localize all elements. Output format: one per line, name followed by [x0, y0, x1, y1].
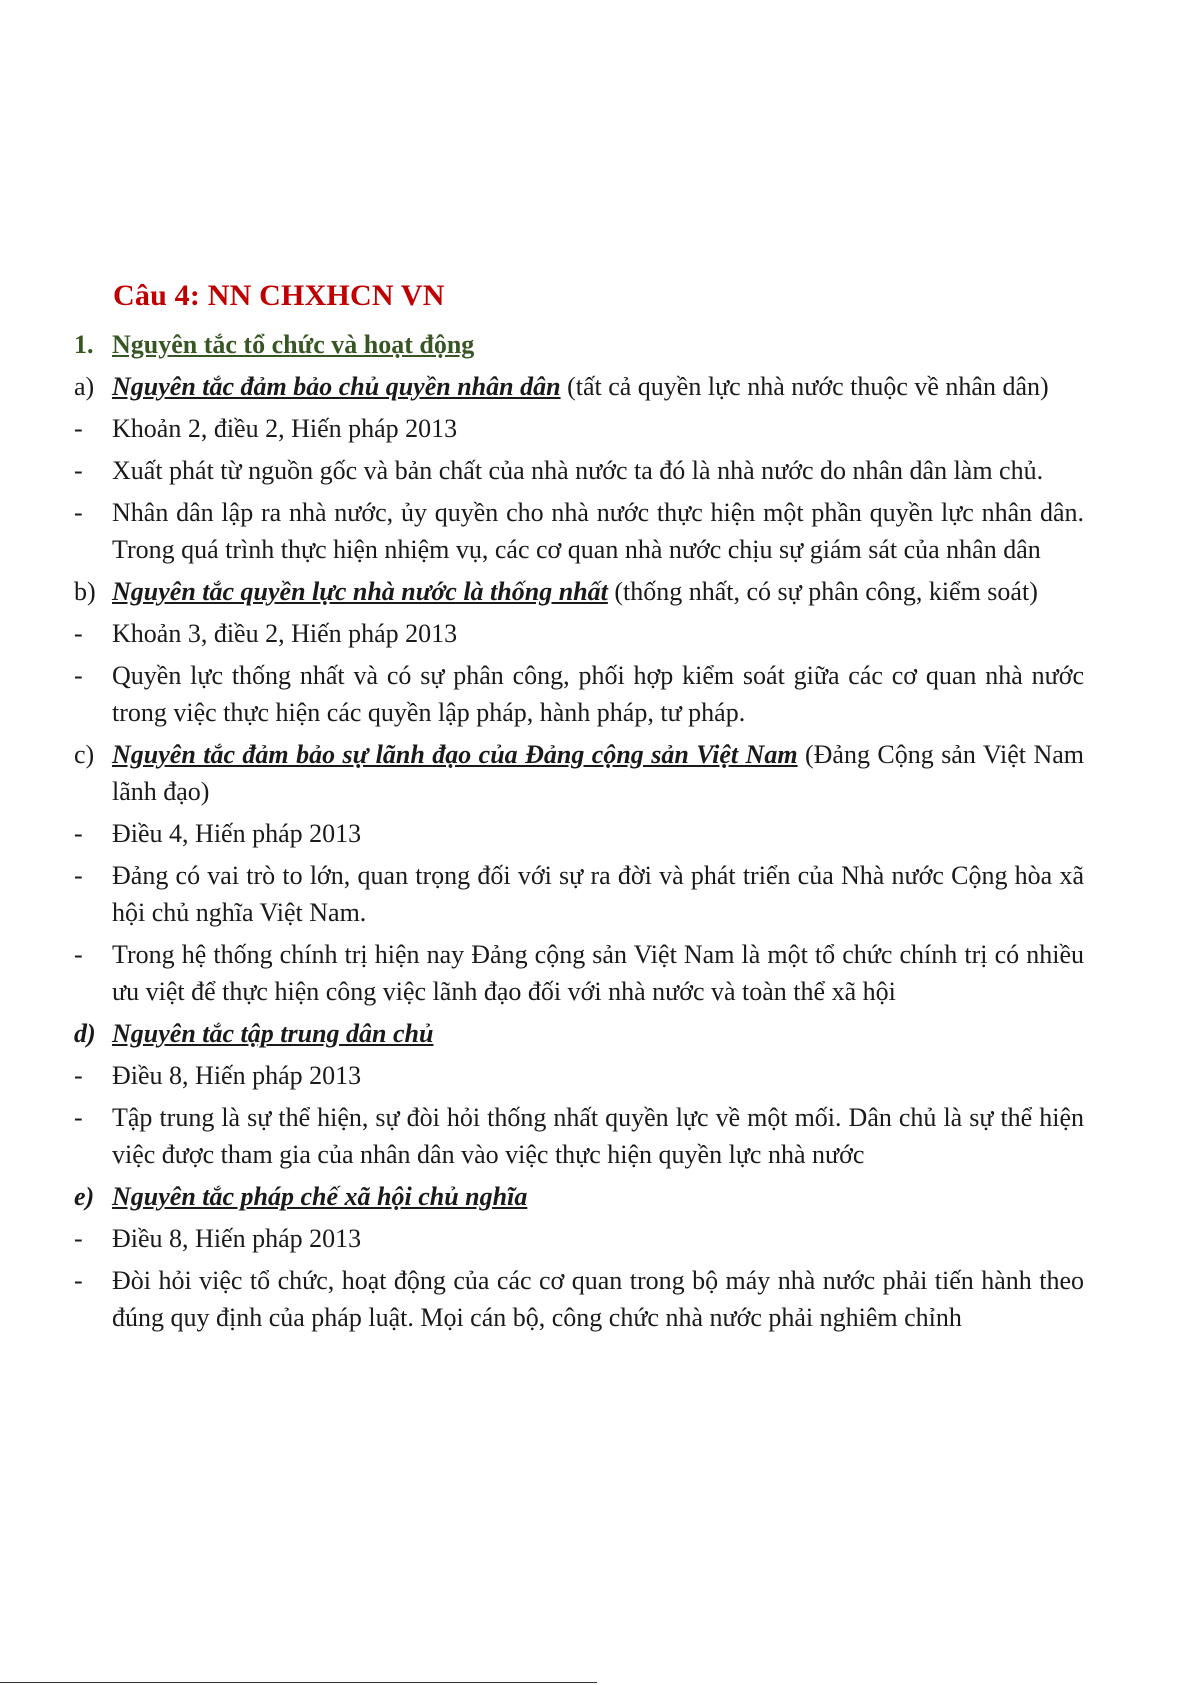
- item-text: Điều 4, Hiến pháp 2013: [112, 819, 362, 848]
- list-marker: c): [74, 740, 95, 769]
- principle-heading: Nguyên tắc pháp chế xã hội chủ nghĩa: [112, 1182, 528, 1211]
- item-text: (Đảng Cộng sản Việt Nam lãnh đạo): [112, 740, 1084, 806]
- item-text: Điều 8, Hiến pháp 2013: [112, 1061, 362, 1090]
- bullet-item: [74, 1220, 1084, 1257]
- footer-divider: [0, 1682, 597, 1683]
- list-marker: -: [74, 498, 83, 527]
- principle-item: [74, 368, 1084, 405]
- section-heading: [74, 330, 474, 360]
- item-text: Xuất phát từ nguồn gốc và bản chất của nhà nước ta đó là nhà nước do nhân dân làm chủ.: [112, 456, 1044, 485]
- bullet-item: [74, 1262, 1084, 1336]
- list-marker: -: [74, 1103, 83, 1132]
- item-text: Trong hệ thống chính trị hiện nay Đảng cộng sản Việt Nam là một tổ chức chính trị có nhiều ưu việt để thực hiện công việc lãnh đạo đối với nhà nước và toàn thể xã hội: [112, 940, 1084, 1006]
- list-marker: a): [74, 372, 95, 401]
- section-number: 1.: [74, 330, 94, 359]
- principle-heading: Nguyên tắc đảm bảo chủ quyền nhân dân: [112, 372, 561, 401]
- list-marker: b): [74, 577, 96, 606]
- list-marker: e): [74, 1182, 95, 1211]
- page-title: Câu 4: NN CHXHCN VN: [113, 279, 445, 312]
- principle-item: [74, 573, 1084, 610]
- principle-item: [74, 1015, 1084, 1052]
- list-marker: -: [74, 414, 83, 443]
- list-marker: -: [74, 619, 83, 648]
- principle-heading: Nguyên tắc quyền lực nhà nước là thống nhất: [112, 577, 608, 606]
- item-text: (thống nhất, có sự phân công, kiểm soát): [607, 577, 1038, 606]
- bullet-item: [74, 657, 1084, 731]
- list-marker: -: [74, 661, 83, 690]
- item-text: Quyền lực thống nhất và có sự phân công, phối hợp kiểm soát giữa các cơ quan nhà nước trong việc thực hiện các quyền lập pháp, hành pháp, tư pháp.: [112, 661, 1084, 727]
- item-text: Đảng có vai trò to lớn, quan trọng đối với sự ra đời và phát triển của Nhà nước Cộng hòa xã hội chủ nghĩa Việt Nam.: [112, 861, 1084, 927]
- bullet-item: [74, 936, 1084, 1010]
- item-text: Tập trung là sự thể hiện, sự đòi hỏi thống nhất quyền lực về một mối. Dân chủ là sự thể hiện việc được tham gia của nhân dân vào việc thực hiện quyền lực nhà nước: [112, 1103, 1084, 1169]
- principle-item: [74, 1178, 1084, 1215]
- bullet-item: [74, 494, 1084, 568]
- list-marker: -: [74, 1224, 83, 1253]
- bullet-item: [74, 857, 1084, 931]
- principle-item: [74, 736, 1084, 810]
- bullet-item: [74, 452, 1084, 489]
- list-marker: d): [74, 1019, 96, 1048]
- bullet-item: [74, 1057, 1084, 1094]
- bullet-item: [74, 815, 1084, 852]
- list-marker: -: [74, 456, 83, 485]
- section-title: Nguyên tắc tổ chức và hoạt động: [112, 330, 475, 359]
- list-marker: -: [74, 861, 83, 890]
- principle-heading: Nguyên tắc tập trung dân chủ: [112, 1019, 434, 1048]
- item-text: (tất cả quyền lực nhà nước thuộc về nhân dân): [560, 372, 1049, 401]
- bullet-item: [74, 410, 1084, 447]
- list-marker: -: [74, 1266, 83, 1295]
- list-marker: -: [74, 819, 83, 848]
- principle-heading: Nguyên tắc đảm bảo sự lãnh đạo của Đảng cộng sản Việt Nam: [112, 740, 798, 769]
- item-text: Khoản 2, điều 2, Hiến pháp 2013: [112, 414, 458, 443]
- list-marker: -: [74, 1061, 83, 1090]
- document-body: [74, 368, 1084, 1341]
- item-text: Đòi hỏi việc tổ chức, hoạt động của các cơ quan trong bộ máy nhà nước phải tiến hành theo đúng quy định của pháp luật. Mọi cán bộ, công chức nhà nước phải nghiêm chỉnh: [112, 1266, 1084, 1332]
- item-text: Điều 8, Hiến pháp 2013: [112, 1224, 362, 1253]
- list-marker: -: [74, 940, 83, 969]
- item-text: Khoản 3, điều 2, Hiến pháp 2013: [112, 619, 458, 648]
- item-text: Nhân dân lập ra nhà nước, ủy quyền cho nhà nước thực hiện một phần quyền lực nhân dân. Trong quá trình thực hiện nhiệm vụ, các cơ quan nhà nước chịu sự giám sát của nhân dân: [112, 498, 1084, 564]
- bullet-item: [74, 1099, 1084, 1173]
- bullet-item: [74, 615, 1084, 652]
